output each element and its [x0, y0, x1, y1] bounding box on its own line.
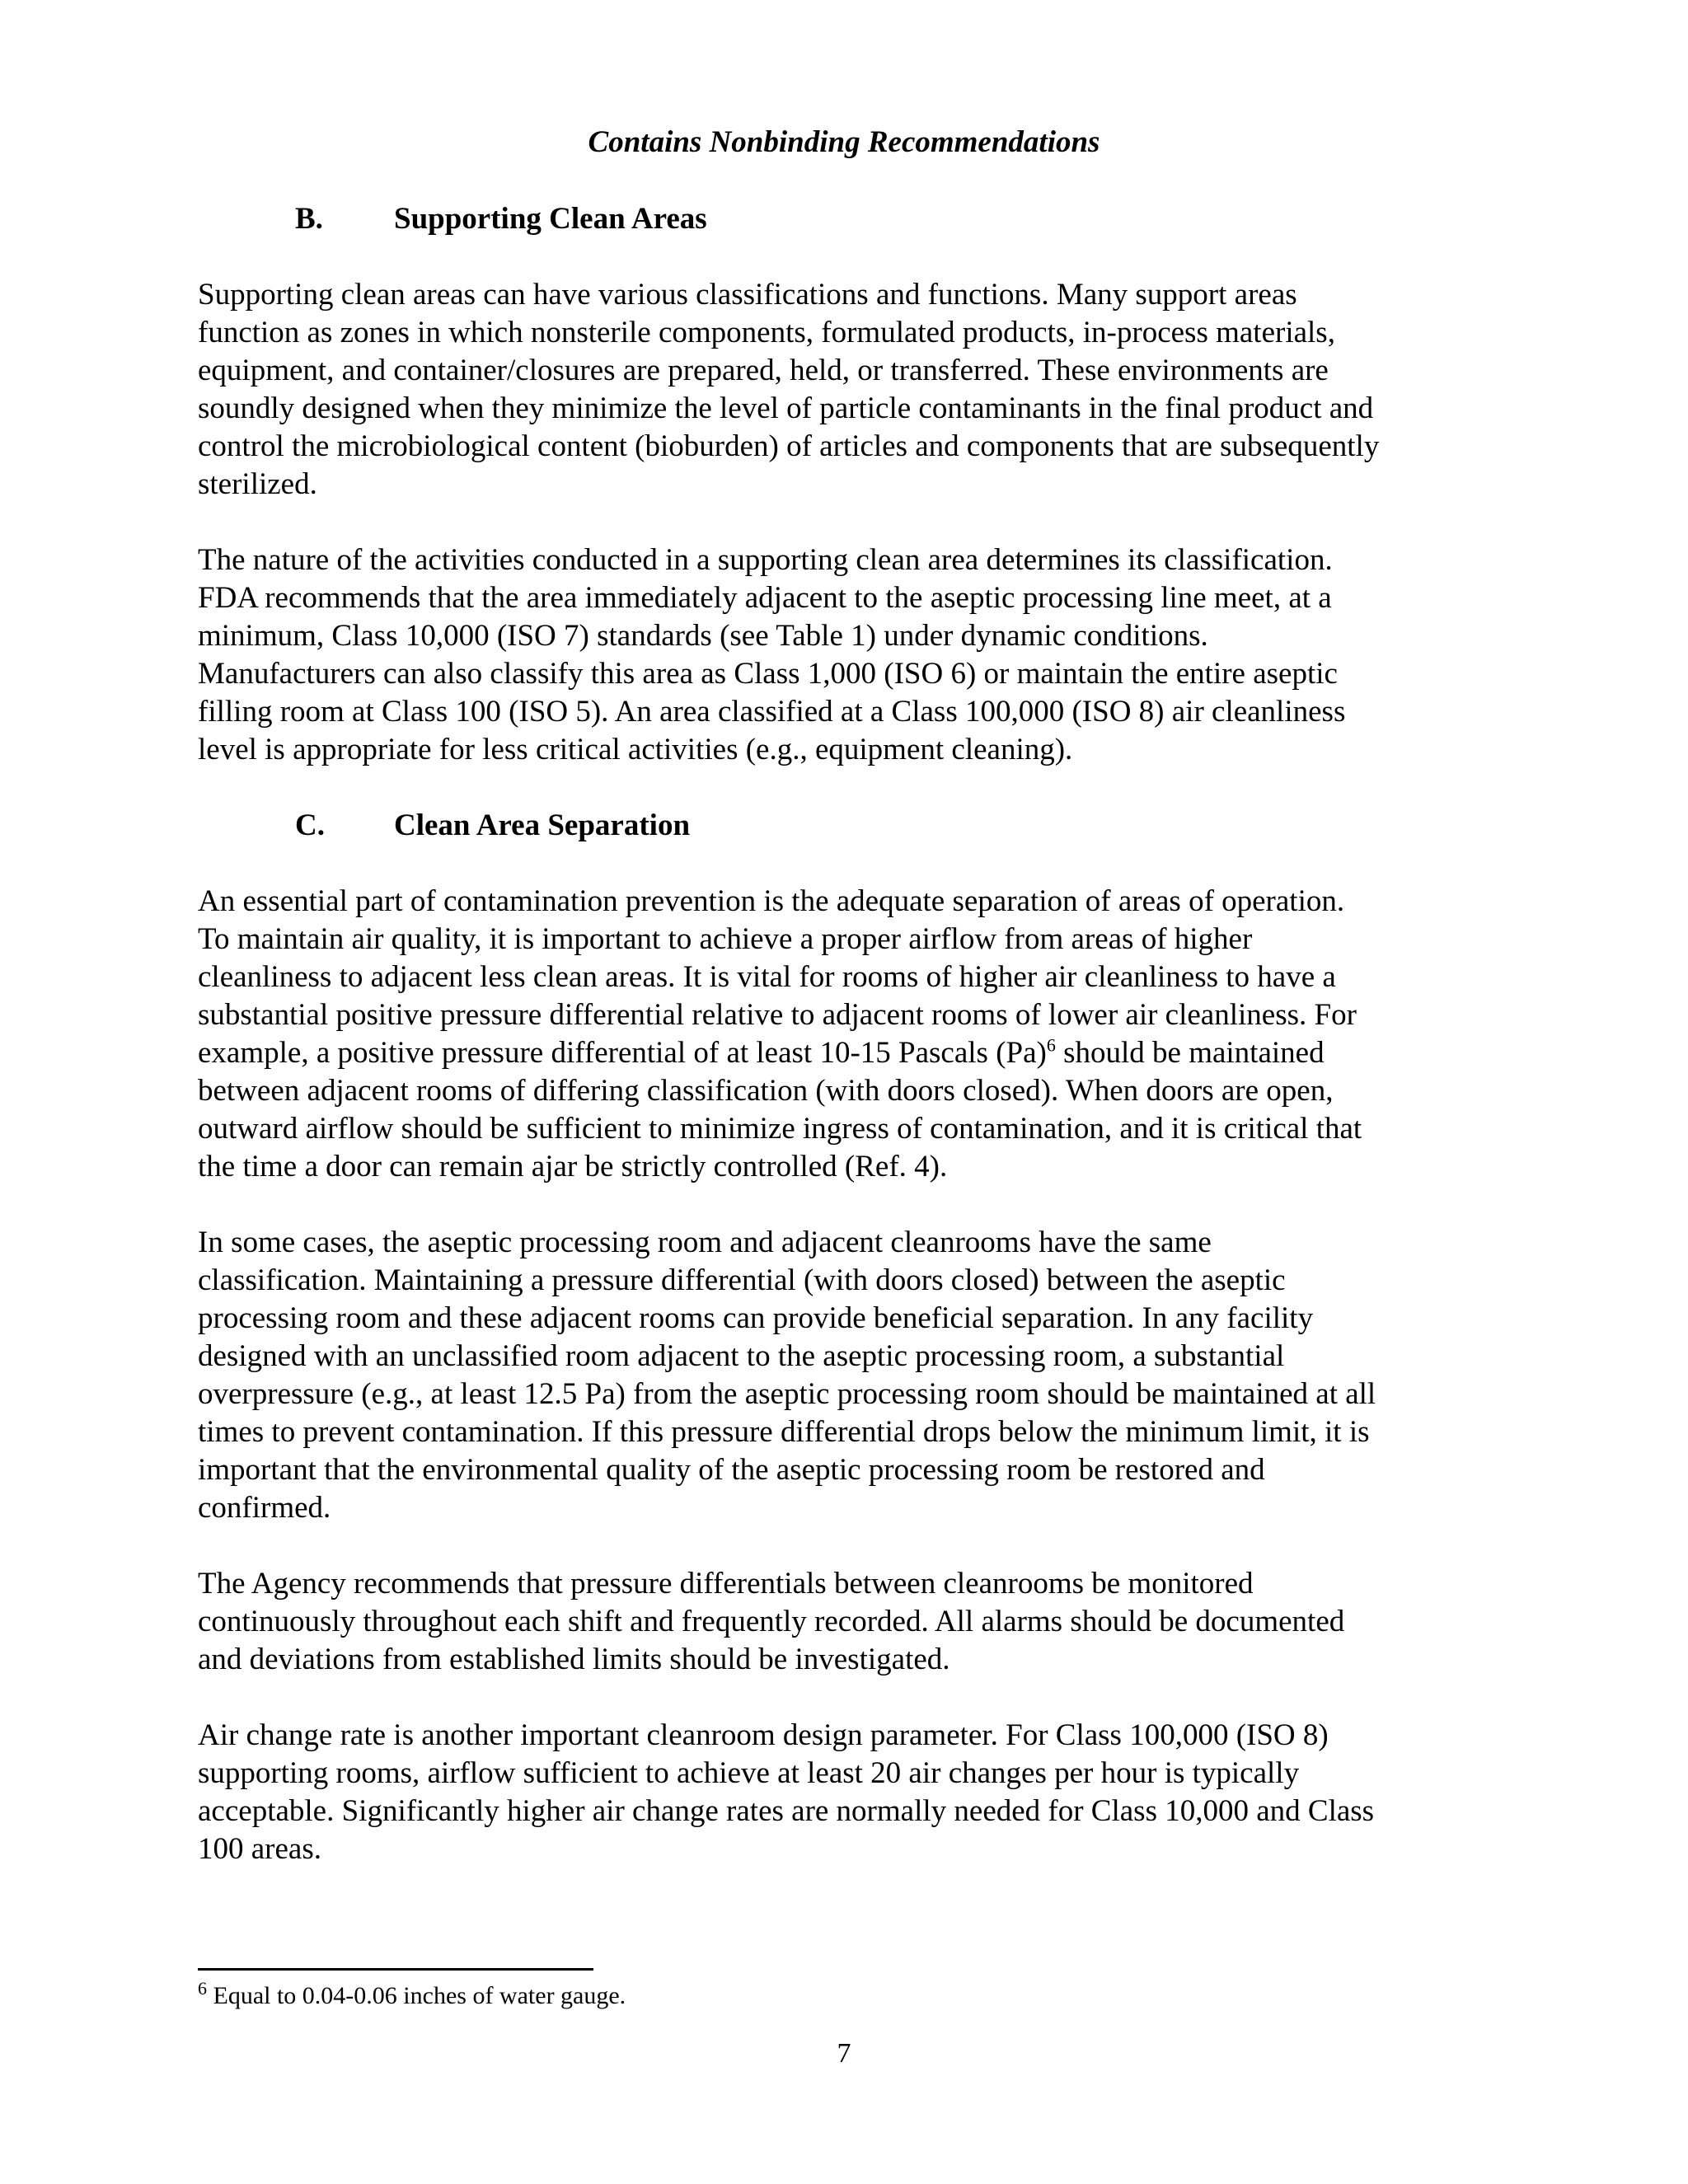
paragraph-line: control the microbiological content (bioburden) of articles and components that are subsequently: [198, 429, 1380, 463]
section-b-heading: [295, 200, 707, 238]
paragraph-line: cleanliness to adjacent less clean areas. It is vital for rooms of higher air cleanliness to have a: [198, 960, 1336, 994]
paragraph-line: continuously throughout each shift and frequently recorded. All alarms should be documented: [198, 1605, 1345, 1638]
line-text-after: should be maintained: [1055, 1036, 1325, 1070]
paragraph-line: Manufacturers can also classify this area as Class 1,000 (ISO 6) or maintain the entire aseptic: [198, 657, 1338, 691]
paragraph-line: To maintain air quality, it is important to achieve a proper airflow from areas of higher: [198, 922, 1253, 956]
paragraph-monitoring: [198, 1565, 1517, 1679]
paragraph-line: soundly designed when they minimize the level of particle contaminants in the final product and: [198, 391, 1374, 425]
paragraph-line: function as zones in which nonsterile components, formulated products, in-process materials,: [198, 316, 1335, 349]
paragraph-line: sterilized.: [198, 467, 317, 501]
paragraph-same-classification: [198, 1224, 1517, 1527]
paragraph-line: In some cases, the aseptic processing room and adjacent cleanrooms have the same: [198, 1226, 1212, 1259]
footnote-separator: [198, 1968, 593, 1971]
paragraph-line: filling room at Class 100 (ISO 5). An area classified at a Class 100,000 (ISO 8) air cleanliness: [198, 695, 1346, 729]
section-c-letter: C.: [295, 808, 325, 842]
paragraph-line-with-footnote: [198, 1034, 1517, 1072]
paragraph-line: between adjacent rooms of differing classification (with doors closed). When doors are open,: [198, 1074, 1334, 1108]
paragraph-line: 100 areas.: [198, 1832, 321, 1866]
paragraph-line: substantial positive pressure differential relative to adjacent rooms of lower air cleanliness. For: [198, 998, 1357, 1032]
line-text-before: example, a positive pressure differential of at least 10-15 Pascals (Pa): [198, 1036, 1047, 1070]
paragraph-line: acceptable. Significantly higher air change rates are normally needed for Class 10,000 and Class: [198, 1794, 1375, 1828]
paragraph-line: Supporting clean areas can have various classifications and functions. Many support areas: [198, 278, 1297, 312]
section-c-title: Clean Area Separation: [394, 808, 691, 842]
paragraph-supporting-clean-areas: [198, 276, 1517, 504]
page-number: 7: [837, 2038, 851, 2069]
running-header: Contains Nonbinding Recommendations: [588, 125, 1100, 159]
paragraph-classification: [198, 541, 1517, 769]
paragraph-line: important that the environmental quality of the aseptic processing room be restored and: [198, 1453, 1265, 1487]
paragraph-line: times to prevent contamination. If this pressure differential drops below the minimum limit, it is: [198, 1415, 1370, 1449]
paragraph-line: equipment, and container/closures are prepared, held, or transferred. These environments are: [198, 354, 1329, 387]
paragraph-line: the time a door can remain ajar be strictly controlled (Ref. 4).: [198, 1150, 948, 1183]
paragraph-line: and deviations from established limits should be investigated.: [198, 1643, 950, 1676]
paragraph-line: supporting rooms, airflow sufficient to achieve at least 20 air changes per hour is typically: [198, 1756, 1300, 1790]
paragraph-line: outward airflow should be sufficient to minimize ingress of contamination, and it is critical that: [198, 1112, 1362, 1146]
section-b-title: Supporting Clean Areas: [394, 202, 707, 236]
footnote-reference: 6: [1046, 1034, 1056, 1056]
section-c-heading: [295, 807, 690, 845]
footnote-marker: 6: [198, 1978, 207, 1999]
paragraph-line: processing room and these adjacent rooms can provide beneficial separation. In any facility: [198, 1301, 1314, 1335]
paragraph-line: minimum, Class 10,000 (ISO 7) standards (see Table 1) under dynamic conditions.: [198, 619, 1208, 653]
footnote: [198, 1980, 626, 2013]
paragraph-air-change-rate: [198, 1717, 1517, 1868]
paragraph-line: The Agency recommends that pressure differentials between cleanrooms be monitored: [198, 1567, 1254, 1601]
paragraph-line: Air change rate is another important cleanroom design parameter. For Class 100,000 (ISO 8): [198, 1718, 1329, 1752]
paragraph-line: classification. Maintaining a pressure differential (with doors closed) between the aseptic: [198, 1263, 1286, 1297]
paragraph-line: confirmed.: [198, 1491, 331, 1525]
paragraph-line: designed with an unclassified room adjacent to the aseptic processing room, a substantial: [198, 1339, 1285, 1373]
footnote-text: Equal to 0.04-0.06 inches of water gauge.: [207, 1982, 626, 2009]
section-b-letter: B.: [295, 202, 323, 236]
paragraph-line: level is appropriate for less critical activities (e.g., equipment cleaning).: [198, 733, 1073, 766]
paragraph-line: FDA recommends that the area immediately adjacent to the aseptic processing line meet, at a: [198, 581, 1332, 615]
paragraph-line: An essential part of contamination prevention is the adequate separation of areas of operation.: [198, 884, 1345, 918]
paragraph-line: overpressure (e.g., at least 12.5 Pa) from the aseptic processing room should be maintained at all: [198, 1377, 1376, 1411]
paragraph-line: The nature of the activities conducted in a supporting clean area determines its classification.: [198, 543, 1333, 577]
paragraph-area-separation: [198, 883, 1517, 1186]
